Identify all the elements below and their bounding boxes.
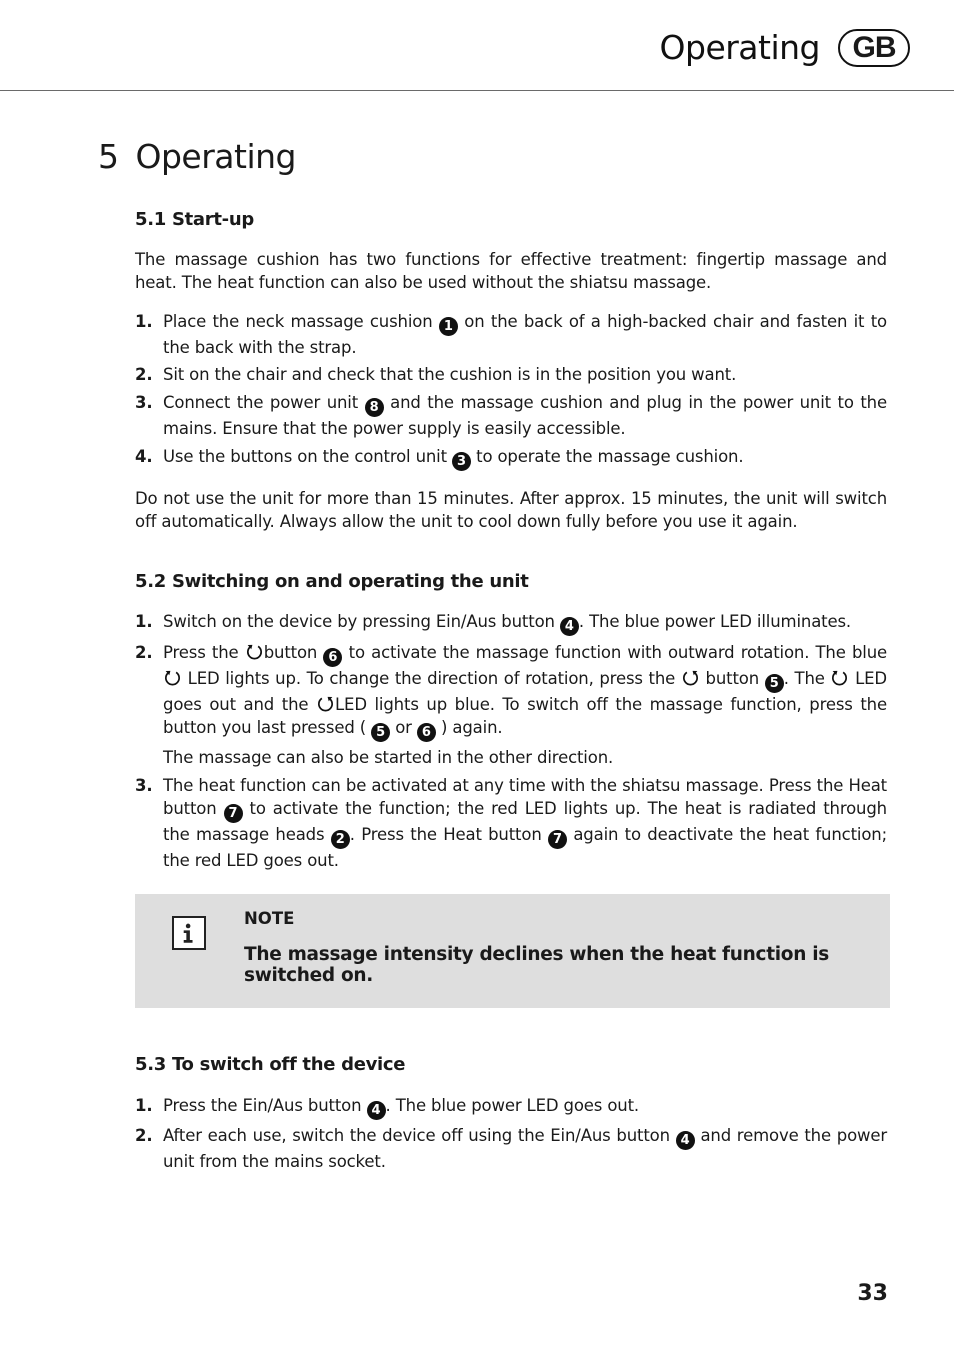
step-text: The heat function can be activated at any time with the shiatsu massage. Press the Heat button — [163, 776, 887, 818]
step-text: or — [390, 718, 417, 737]
step-text: on the back of a high-backed chair and fasten it to the back with the strap. — [163, 312, 887, 357]
step-extra-note: The massage can also be started in the other direction. — [163, 748, 614, 767]
step-text: LED lights up. To change the direction of rotation, press the — [182, 669, 681, 688]
part-ref-badge: 3 — [452, 452, 471, 471]
list-item — [135, 391, 887, 440]
rotate-clockwise-icon — [245, 642, 264, 661]
step-text: again to deactivate the heat function; the red LED goes out. — [163, 825, 887, 870]
list-item — [135, 1094, 887, 1120]
step-text: to activate the massage function with outward rotation. The blue — [342, 643, 888, 662]
step-number: 4. — [135, 447, 153, 466]
rotate-clockwise-icon — [830, 668, 849, 687]
note-title: NOTE — [244, 909, 295, 928]
step-text: and remove the power unit from the mains socket. — [163, 1126, 887, 1171]
list-item — [135, 774, 887, 872]
step-text: After each use, switch the device off using the Ein/Aus button — [163, 1126, 676, 1145]
list-item — [135, 1124, 887, 1173]
step-text: . The blue power LED goes out. — [385, 1096, 640, 1115]
step-text: and the massage cushion and plug in the power unit to the mains. Ensure that the power supply is easily accessible. — [163, 393, 887, 438]
step-number: 1. — [135, 1096, 153, 1115]
part-ref-badge: 4 — [676, 1131, 695, 1150]
step-number: 1. — [135, 312, 153, 331]
section-heading-start-up: 5.1 Start-up — [135, 209, 254, 230]
start-up-outro: Do not use the unit for more than 15 minutes. After approx. 15 minutes, the unit will switch off automatically. Always allow the unit to cool down fully before you use it again. — [135, 489, 887, 531]
part-ref-badge: 7 — [548, 830, 567, 849]
main-content — [135, 205, 887, 1173]
chapter-title — [98, 137, 296, 176]
language-badge: GB — [838, 29, 910, 67]
step-text: LED goes out and the — [163, 669, 887, 714]
step-text: . Press the Heat button — [349, 825, 548, 844]
part-ref-badge: 5 — [765, 674, 784, 693]
step-text: Switch on the device by pressing Ein/Aus button — [163, 612, 560, 631]
info-icon — [172, 916, 206, 950]
part-ref-badge: 4 — [560, 617, 579, 636]
chapter-number: 5 — [98, 137, 119, 176]
header-title: Operating — [659, 28, 820, 67]
part-ref-badge: 4 — [367, 1101, 386, 1120]
start-up-intro: The massage cushion has two functions for effective treatment: fingertip massage and heat. The heat function can also be used without the shiatsu massage. — [135, 250, 887, 292]
list-item — [135, 445, 887, 471]
step-text: . The — [783, 669, 831, 688]
chapter-title-text: Operating — [135, 137, 296, 176]
part-ref-badge: 1 — [439, 317, 458, 336]
page-number: 33 — [857, 1281, 888, 1306]
part-ref-badge: 5 — [371, 723, 390, 742]
step-text: Press the Ein/Aus button — [163, 1096, 367, 1115]
list-item — [135, 363, 887, 386]
step-text: to operate the massage cushion. — [471, 447, 744, 466]
section-heading-switch-off: 5.3 To switch off the device — [135, 1054, 406, 1075]
step-text: ) again. — [435, 718, 503, 737]
part-ref-badge: 6 — [323, 648, 342, 667]
page-header — [0, 0, 954, 91]
part-ref-badge: 2 — [331, 830, 350, 849]
rotate-clockwise-icon — [163, 668, 182, 687]
section-heading-switching-on: 5.2 Switching on and operating the unit — [135, 571, 529, 592]
rotate-counterclockwise-icon — [681, 668, 700, 687]
start-up-steps — [135, 310, 887, 471]
note-box — [135, 894, 890, 1008]
list-item — [135, 610, 887, 636]
step-text: to activate the function; the red LED lights up. The heat is radiated through the massage heads — [163, 799, 887, 844]
list-item — [135, 641, 887, 769]
switching-on-steps — [135, 610, 887, 872]
part-ref-badge: 8 — [365, 398, 384, 417]
step-text: Use the buttons on the control unit — [163, 447, 453, 466]
note-text: The massage intensity declines when the heat function is switched on. — [244, 944, 829, 986]
step-text: button — [263, 643, 324, 662]
step-text: LED lights up blue. To switch off the massage function, press the button you last pressed ( — [163, 695, 887, 737]
switch-off-steps — [135, 1094, 887, 1173]
step-number: 2. — [135, 365, 153, 384]
step-number: 1. — [135, 612, 153, 631]
step-text: Place the neck massage cushion — [163, 312, 439, 331]
list-item — [135, 310, 887, 359]
step-number: 3. — [135, 776, 153, 795]
step-text: Press the — [163, 643, 245, 662]
step-number: 3. — [135, 393, 153, 412]
step-text: Sit on the chair and check that the cushion is in the position you want. — [163, 365, 737, 384]
step-text: Connect the power unit — [163, 393, 365, 412]
part-ref-badge: 7 — [224, 804, 243, 823]
rotate-counterclockwise-icon — [316, 694, 335, 713]
step-number: 2. — [135, 643, 153, 662]
step-text: button — [699, 669, 765, 688]
step-number: 2. — [135, 1126, 153, 1145]
step-text: . The blue power LED illuminates. — [578, 612, 852, 631]
part-ref-badge: 6 — [417, 723, 436, 742]
